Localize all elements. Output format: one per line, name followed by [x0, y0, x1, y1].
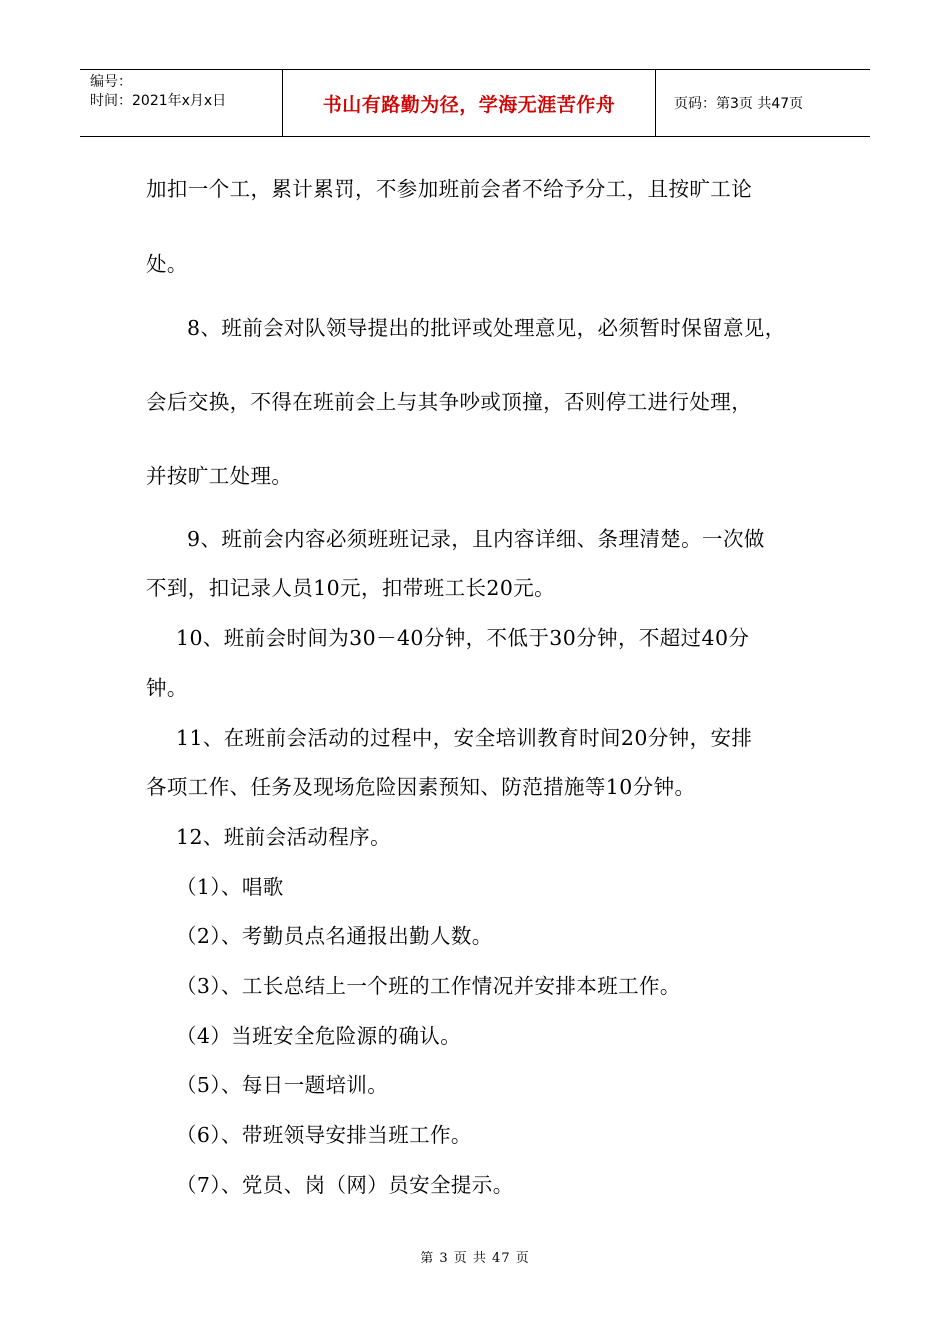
procedure-item-3: （3）、工长总结上一个班的工作情况并安排本班工作。	[176, 974, 681, 998]
body-line-1: 加扣一个工，累计累罚，不参加班前会者不给予分工，且按旷工论	[146, 177, 753, 201]
body-line-6: 9、班前会内容必须班班记录，且内容详细、条理清楚。一次做	[187, 527, 765, 551]
header-meta	[80, 70, 283, 136]
body-line-11: 各项工作、任务及现场危险因素预知、防范措施等10分钟。	[146, 775, 696, 799]
body-line-3: 8、班前会对队领导提出的批评或处理意见，必须暂时保留意见，	[187, 316, 786, 340]
body-line-9: 钟。	[146, 676, 188, 700]
document-number-label: 编号：	[90, 74, 132, 90]
procedure-item-5: （5）、每日一题培训。	[176, 1073, 389, 1097]
body-line-4: 会后交换，不得在班前会上与其争吵或顶撞，否则停工进行处理，	[146, 390, 753, 414]
procedure-item-2: （2）、考勤员点名通报出勤人数。	[176, 924, 493, 948]
page-info-text: 页码：第3页 共47页	[674, 96, 804, 112]
procedure-item-4: （4）当班安全危险源的确认。	[176, 1024, 462, 1048]
procedure-item-1: （1）、唱歌	[176, 875, 284, 899]
body-line-12: 12、班前会活动程序。	[176, 825, 391, 849]
header-motto: 书山有路勤为径，学海无涯苦作舟	[283, 70, 656, 136]
document-date: 时间：2021年x月x日	[90, 93, 227, 109]
procedure-item-6: （6）、带班领导安排当班工作。	[176, 1123, 472, 1147]
body-line-2: 处。	[146, 252, 188, 276]
body-line-7: 不到，扣记录人员10元，扣带班工长20元。	[146, 576, 556, 600]
page-header	[80, 69, 870, 137]
header-page-info	[664, 70, 870, 136]
body-line-5: 并按旷工处理。	[146, 464, 293, 488]
body-line-10: 11、在班前会活动的过程中，安全培训教育时间20分钟，安排	[176, 726, 753, 750]
body-line-8: 10、班前会时间为30－40分钟，不低于30分钟，不超过40分	[176, 626, 750, 650]
procedure-item-7: （7）、党员、岗（网）员安全提示。	[176, 1173, 514, 1197]
page-footer: 第 3 页 共 47 页	[420, 1251, 530, 1266]
